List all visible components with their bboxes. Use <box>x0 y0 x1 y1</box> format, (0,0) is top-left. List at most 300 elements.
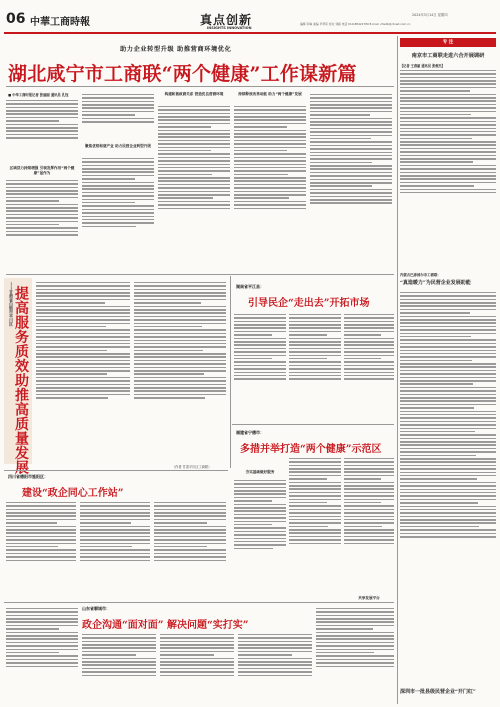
body-text-line <box>154 532 226 534</box>
body-text-line <box>6 200 59 202</box>
left-sidebar-text-2 <box>134 280 226 466</box>
body-text-line <box>234 119 306 121</box>
body-text-line <box>400 451 496 453</box>
body-text-line <box>6 618 78 620</box>
body-text-line <box>289 351 341 353</box>
body-text-line <box>6 560 76 562</box>
body-text-line <box>234 351 286 353</box>
body-text-line <box>344 509 394 511</box>
body-text-line <box>289 378 341 380</box>
body-text-line <box>400 158 496 160</box>
body-text-line <box>238 637 312 639</box>
body-text-line <box>400 455 476 457</box>
main-col4-text <box>234 104 306 270</box>
body-text-line <box>289 482 341 484</box>
body-text-line <box>400 424 496 426</box>
body-text-line <box>234 338 286 340</box>
body-text-line <box>234 355 286 357</box>
body-text-line <box>310 189 392 191</box>
body-text-line <box>6 539 76 541</box>
body-text-line <box>158 150 211 152</box>
body-text-line <box>158 191 230 193</box>
body-text-line <box>234 184 306 186</box>
body-text-line <box>400 502 478 504</box>
body-text-line <box>400 319 496 321</box>
main-col5-text <box>310 92 392 270</box>
body-text-line <box>80 539 150 541</box>
body-text-line <box>154 536 226 538</box>
body-text-line <box>310 175 392 177</box>
main-bottom-rule <box>6 274 394 275</box>
body-text-line <box>36 306 130 308</box>
body-text-line <box>36 363 130 365</box>
body-text-line <box>6 103 78 105</box>
body-text-line <box>36 323 130 325</box>
body-text-line <box>310 168 392 170</box>
body-text-line <box>134 340 226 342</box>
body-text-line <box>154 515 226 517</box>
body-text-line <box>344 468 394 470</box>
body-text-line <box>344 338 394 340</box>
body-text-line <box>234 521 286 523</box>
body-text-line <box>234 157 306 159</box>
body-text-line <box>310 152 392 154</box>
pingjiang-headline: 引导民企“走出去”开拓市场 <box>248 298 370 309</box>
body-text-line <box>82 104 154 106</box>
body-text-line <box>234 147 306 149</box>
right-head3: 深圳市一批县级民营企业“开门红” <box>400 689 476 695</box>
pingjiang-section-label: 湖南省平江县： <box>236 284 264 289</box>
body-text-line <box>6 180 78 182</box>
body-text-line <box>134 363 226 365</box>
body-text-line <box>134 350 203 352</box>
body-text-line <box>160 661 234 663</box>
body-text-line <box>80 532 150 534</box>
body-text-line <box>289 505 341 507</box>
right-head2: “真造暖力”为民营企业发展助能 <box>400 280 471 286</box>
body-text-line <box>400 185 474 187</box>
body-text-line <box>160 654 214 656</box>
body-text-line <box>400 165 496 167</box>
body-text-line <box>310 158 392 160</box>
body-text-line <box>400 404 496 406</box>
body-text-line <box>400 516 496 518</box>
body-text-line <box>80 549 150 551</box>
body-text-line <box>400 329 496 331</box>
body-text-line <box>400 414 496 416</box>
ningde-text-1 <box>234 478 286 594</box>
body-text-line <box>344 543 394 545</box>
body-text-line <box>234 517 286 519</box>
body-text-line <box>238 668 312 670</box>
body-text-line <box>310 172 392 174</box>
body-text-line <box>36 326 106 328</box>
body-text-line <box>158 170 230 172</box>
body-text-line <box>160 664 234 666</box>
body-text-line <box>6 110 78 112</box>
body-text-line <box>36 302 105 304</box>
body-text-line <box>6 543 76 545</box>
body-text-line <box>158 204 230 206</box>
body-text-line <box>238 641 312 643</box>
body-text-line <box>6 536 76 538</box>
body-text-line <box>400 461 496 463</box>
body-text-line <box>344 512 394 514</box>
body-text-line <box>154 505 226 507</box>
body-text-line <box>344 482 394 484</box>
body-text-line <box>6 611 78 613</box>
body-text-line <box>36 295 130 297</box>
body-text-line <box>310 182 392 184</box>
body-text-line <box>310 162 372 164</box>
body-text-line <box>400 458 496 460</box>
body-text-line <box>344 355 394 357</box>
body-text-line <box>36 346 130 348</box>
body-text-line <box>158 130 230 132</box>
body-text-line <box>36 343 130 345</box>
body-text-line <box>234 113 306 115</box>
body-text-line <box>289 355 341 357</box>
body-text-line <box>6 117 78 119</box>
body-text-line <box>316 638 394 640</box>
body-text-line <box>316 608 394 610</box>
body-text-line <box>344 499 394 501</box>
body-text-line <box>289 488 341 490</box>
body-text-line <box>6 134 78 136</box>
body-text-line <box>344 314 394 316</box>
body-text-line <box>316 611 394 613</box>
body-text-line <box>400 175 496 177</box>
body-text-line <box>344 365 394 367</box>
body-text-line <box>158 201 230 203</box>
body-text-line <box>400 421 496 423</box>
body-text-line <box>158 167 230 169</box>
body-text-line <box>400 478 477 480</box>
body-text-line <box>134 306 226 308</box>
body-text-line <box>400 444 496 446</box>
body-text-line <box>344 529 394 531</box>
body-text-line <box>134 316 226 318</box>
left-sidebar-vertical-title: 提高服务质效助推高质量发展 <box>13 286 29 475</box>
body-text-line <box>400 104 496 106</box>
body-text-line <box>310 145 392 147</box>
body-text-line <box>289 344 341 346</box>
body-text-line <box>310 101 392 103</box>
body-text-line <box>400 151 496 153</box>
body-text-line <box>344 334 381 336</box>
body-text-line <box>310 148 392 150</box>
left-sidebar-author: （作者 甘肃平川区工商联） <box>172 465 212 469</box>
body-text-line <box>36 394 130 396</box>
body-text-line <box>158 194 230 196</box>
body-text-line <box>134 323 226 325</box>
body-text-line <box>80 502 150 504</box>
body-text-line <box>36 360 130 362</box>
body-text-line <box>400 417 496 419</box>
right-text-b <box>400 290 496 682</box>
body-text-line <box>400 172 496 174</box>
body-text-line <box>289 492 341 494</box>
body-text-line <box>158 177 230 179</box>
body-text-line <box>234 527 286 529</box>
pingjiang-text-1 <box>234 312 286 420</box>
jingyang-text-1 <box>6 500 76 598</box>
body-text-line <box>234 548 273 550</box>
body-text-line <box>6 130 78 132</box>
body-text-line <box>238 647 312 649</box>
body-text-line <box>289 334 327 336</box>
body-text-line <box>6 666 78 668</box>
headline-underline <box>6 86 394 87</box>
body-text-line <box>80 512 150 514</box>
body-text-line <box>154 556 226 558</box>
body-text-line <box>400 411 496 413</box>
body-text-line <box>154 546 207 548</box>
body-text-line <box>234 123 306 125</box>
body-text-line <box>400 155 496 157</box>
body-text-line <box>234 534 286 536</box>
body-text-line <box>316 649 394 651</box>
body-text-line <box>234 361 286 363</box>
body-text-line <box>154 549 226 551</box>
body-text-line <box>344 351 394 353</box>
body-text-line <box>310 97 392 99</box>
body-text-line <box>400 316 496 318</box>
body-text-line <box>36 380 130 382</box>
body-text-line <box>158 113 230 115</box>
body-text-line <box>289 526 328 528</box>
body-text-line <box>36 367 130 369</box>
body-text-line <box>160 671 234 673</box>
body-text-line <box>6 625 78 627</box>
body-text-line <box>6 120 59 122</box>
body-text-line <box>400 141 496 143</box>
body-text-line <box>234 348 286 350</box>
jingyang-text-2 <box>80 500 150 598</box>
body-text-line <box>234 480 286 482</box>
body-text-line <box>36 292 130 294</box>
body-text-line <box>234 483 286 485</box>
body-text-line <box>400 299 496 301</box>
body-text-line <box>82 212 154 214</box>
body-text-line <box>310 128 392 130</box>
body-text-line <box>400 441 496 443</box>
body-text-line <box>234 109 306 111</box>
body-text-line <box>400 128 496 130</box>
body-text-line <box>234 133 306 135</box>
body-text-line <box>234 331 286 333</box>
body-text-line <box>134 373 204 375</box>
body-text-line <box>400 499 496 501</box>
body-text-line <box>82 121 154 123</box>
body-text-line <box>158 119 230 121</box>
ningde-section-label: 福建省宁德市： <box>236 430 264 435</box>
body-text-line <box>344 324 394 326</box>
body-text-line <box>316 618 394 620</box>
body-text-line <box>400 107 496 109</box>
body-text-line <box>289 543 341 545</box>
body-text-line <box>234 177 306 179</box>
body-text-line <box>36 329 130 331</box>
body-text-line <box>400 90 470 92</box>
body-text-line <box>82 182 154 184</box>
body-text-line <box>134 377 226 379</box>
body-text-line <box>289 495 341 497</box>
ningde-subhead-a: 夯实基础做好服务 <box>245 470 275 474</box>
body-text-line <box>134 343 226 345</box>
body-text-line <box>400 485 496 487</box>
body-text-line <box>400 87 496 89</box>
body-text-line <box>6 231 78 233</box>
body-text-line <box>134 312 226 314</box>
body-text-line <box>234 375 286 377</box>
body-text-line <box>134 292 226 294</box>
body-text-line <box>154 502 226 504</box>
body-text-line <box>36 397 108 399</box>
lower-left-rule <box>4 470 228 471</box>
body-text-line <box>82 216 154 218</box>
body-text-line <box>344 368 394 370</box>
body-text-line <box>134 390 226 392</box>
body-text-line <box>234 334 272 336</box>
body-text-line <box>82 114 135 116</box>
body-text-line <box>310 124 392 126</box>
body-text-line <box>6 628 59 630</box>
body-text-line <box>6 221 78 223</box>
body-text-line <box>80 536 150 538</box>
body-text-line <box>234 365 286 367</box>
body-text-line <box>400 397 496 399</box>
body-text-line <box>289 368 341 370</box>
body-text-line <box>158 174 212 176</box>
body-text-line <box>310 185 372 187</box>
body-text-line <box>134 346 226 348</box>
body-text-line <box>6 553 76 555</box>
body-text-line <box>154 526 226 528</box>
body-text-line <box>400 448 496 450</box>
body-text-line <box>316 632 394 634</box>
body-text-line <box>6 505 76 507</box>
body-text-line <box>310 155 392 157</box>
body-text-line <box>160 647 234 649</box>
body-text-line <box>344 516 394 518</box>
body-text-line <box>6 615 78 617</box>
body-text-line <box>234 187 306 189</box>
body-text-line <box>344 519 394 521</box>
body-text-line <box>400 94 496 96</box>
body-text-line <box>134 319 226 321</box>
body-text-line <box>82 226 136 228</box>
bottom-rule <box>4 602 394 603</box>
body-text-line <box>344 471 394 473</box>
body-text-line <box>234 510 286 512</box>
body-text-line <box>289 532 341 534</box>
body-text-line <box>6 645 78 647</box>
body-text-line <box>80 546 132 548</box>
body-text-line <box>160 668 234 670</box>
body-text-line <box>310 121 392 123</box>
body-text-line <box>82 219 154 221</box>
body-text-line <box>316 642 394 644</box>
body-text-line <box>36 350 107 352</box>
body-text-line <box>82 118 154 120</box>
body-text-line <box>82 188 154 190</box>
body-text-line <box>6 207 78 209</box>
body-text-line <box>400 495 496 497</box>
body-text-line <box>6 107 78 109</box>
body-text-line <box>400 148 496 150</box>
body-text-line <box>289 461 341 463</box>
body-text-line <box>400 312 470 314</box>
body-text-line <box>400 350 496 352</box>
main-col4-subhead: 持续释放改革动能 助力“两个健康”发展 <box>238 92 302 96</box>
body-text-line <box>344 317 394 319</box>
body-text-line <box>289 499 341 501</box>
body-text-line <box>400 489 496 491</box>
mid-section-rule <box>232 424 394 425</box>
body-text-line <box>310 107 392 109</box>
body-text-line <box>234 130 306 132</box>
body-text-line <box>400 407 474 409</box>
body-text-line <box>316 615 394 617</box>
body-text-line <box>400 506 496 508</box>
body-text-line <box>158 197 213 199</box>
liaocheng-text-3 <box>238 632 312 704</box>
body-text-line <box>289 539 341 541</box>
body-text-line <box>6 549 76 551</box>
body-text-line <box>6 100 78 102</box>
body-text-line <box>134 360 226 362</box>
body-text-line <box>234 116 306 118</box>
body-text-line <box>400 434 496 436</box>
liaocheng-text-1 <box>82 632 156 704</box>
body-text-line <box>6 635 78 637</box>
body-text-line <box>82 675 156 677</box>
body-text-line <box>400 309 496 311</box>
body-text-line <box>289 516 341 518</box>
body-text-line <box>400 134 496 136</box>
body-text-line <box>36 390 130 392</box>
ningde-headline: 多措并举打造“两个健康”示范区 <box>240 444 382 455</box>
body-text-line <box>400 377 496 379</box>
body-text-line <box>400 124 496 126</box>
body-text-line <box>234 372 286 374</box>
body-text-line <box>154 512 226 514</box>
body-text-line <box>6 183 78 185</box>
body-text-line <box>344 502 381 504</box>
body-text-line <box>82 641 156 643</box>
body-text-line <box>6 210 78 212</box>
body-text-line <box>6 512 76 514</box>
body-text-line <box>400 353 496 355</box>
body-text-line <box>310 135 392 137</box>
issue-date: 2024年3月14日 星期四 <box>412 13 448 17</box>
main-col3-subhead: 构建和谐政商关系 营造优良营商环境 <box>164 92 224 96</box>
body-text-line <box>400 394 496 396</box>
body-text-line <box>238 664 312 666</box>
body-text-line <box>158 164 230 166</box>
body-text-line <box>36 377 130 379</box>
body-text-line <box>6 642 78 644</box>
body-text-line <box>400 336 471 338</box>
body-text-line <box>400 536 496 538</box>
body-text-line <box>400 131 496 133</box>
body-text-line <box>82 637 156 639</box>
body-text-line <box>36 336 130 338</box>
body-text-line <box>158 109 230 111</box>
body-text-line <box>344 505 394 507</box>
body-text-line <box>6 137 78 139</box>
